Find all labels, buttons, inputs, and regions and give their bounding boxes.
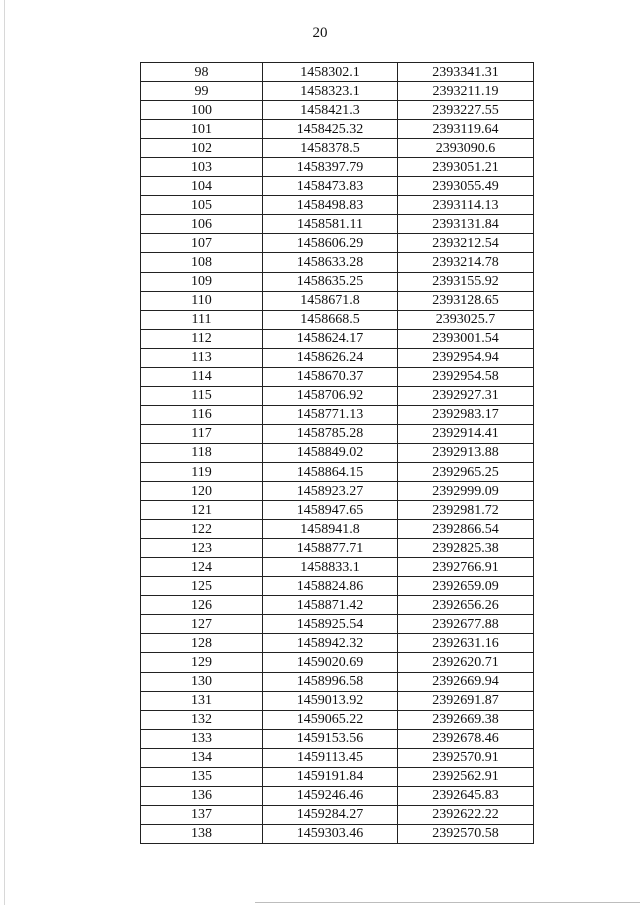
table-row [141, 501, 534, 520]
table-row [141, 291, 534, 310]
point-number-cell: 101 [141, 120, 263, 139]
y-coordinate-cell: 2393341.31 [398, 63, 534, 82]
x-coordinate-cell: 1458302.1 [263, 63, 398, 82]
table-row [141, 558, 534, 577]
y-coordinate-cell: 2393001.54 [398, 329, 534, 348]
x-coordinate-cell: 1458626.24 [263, 348, 398, 367]
table-row [141, 310, 534, 329]
table-row [141, 196, 534, 215]
page-number: 20 [312, 25, 328, 41]
point-number-cell: 134 [141, 748, 263, 767]
point-number-cell: 126 [141, 596, 263, 615]
x-coordinate-cell: 1458635.25 [263, 272, 398, 291]
x-coordinate-cell: 1458606.29 [263, 234, 398, 253]
y-coordinate-cell: 2393090.6 [398, 139, 534, 158]
x-coordinate-cell: 1458923.27 [263, 482, 398, 501]
x-coordinate-cell: 1458849.02 [263, 443, 398, 462]
table-row [141, 653, 534, 672]
table-row [141, 748, 534, 767]
y-coordinate-cell: 2393025.7 [398, 310, 534, 329]
x-coordinate-cell: 1458771.13 [263, 405, 398, 424]
x-coordinate-cell: 1458397.79 [263, 158, 398, 177]
x-coordinate-cell: 1458864.15 [263, 462, 398, 481]
y-coordinate-cell: 2392622.22 [398, 805, 534, 824]
y-coordinate-cell: 2393214.78 [398, 253, 534, 272]
y-coordinate-cell: 2392570.91 [398, 748, 534, 767]
y-coordinate-cell: 2392999.09 [398, 482, 534, 501]
table-row [141, 272, 534, 291]
table-row [141, 443, 534, 462]
table-row [141, 691, 534, 710]
x-coordinate-cell: 1458421.3 [263, 101, 398, 120]
x-coordinate-cell: 1458633.28 [263, 253, 398, 272]
y-coordinate-cell: 2393051.21 [398, 158, 534, 177]
table-row [141, 710, 534, 729]
table-row [141, 729, 534, 748]
x-coordinate-cell: 1458668.5 [263, 310, 398, 329]
x-coordinate-cell: 1458671.8 [263, 291, 398, 310]
y-coordinate-cell: 2392570.58 [398, 824, 534, 843]
x-coordinate-cell: 1458581.11 [263, 215, 398, 234]
x-coordinate-cell: 1459303.46 [263, 824, 398, 843]
point-number-cell: 118 [141, 443, 263, 462]
x-coordinate-cell: 1458941.8 [263, 520, 398, 539]
point-number-cell: 114 [141, 367, 263, 386]
y-coordinate-cell: 2393227.55 [398, 101, 534, 120]
table-row [141, 386, 534, 405]
point-number-cell: 132 [141, 710, 263, 729]
table-row [141, 405, 534, 424]
y-coordinate-cell: 2392631.16 [398, 634, 534, 653]
table-row [141, 101, 534, 120]
table-row [141, 177, 534, 196]
x-coordinate-cell: 1458378.5 [263, 139, 398, 158]
point-number-cell: 110 [141, 291, 263, 310]
table-row [141, 215, 534, 234]
x-coordinate-cell: 1458871.42 [263, 596, 398, 615]
x-coordinate-cell: 1458323.1 [263, 82, 398, 101]
table-row [141, 158, 534, 177]
y-coordinate-cell: 2392766.91 [398, 558, 534, 577]
x-coordinate-cell: 1458947.65 [263, 501, 398, 520]
y-coordinate-cell: 2393119.64 [398, 120, 534, 139]
table-row [141, 824, 534, 843]
table-row [141, 615, 534, 634]
table-row [141, 329, 534, 348]
y-coordinate-cell: 2393114.13 [398, 196, 534, 215]
point-number-cell: 99 [141, 82, 263, 101]
y-coordinate-cell: 2393131.84 [398, 215, 534, 234]
point-number-cell: 137 [141, 805, 263, 824]
point-number-cell: 127 [141, 615, 263, 634]
y-coordinate-cell: 2392678.46 [398, 729, 534, 748]
coordinates-table-body [141, 63, 534, 844]
y-coordinate-cell: 2393128.65 [398, 291, 534, 310]
point-number-cell: 138 [141, 824, 263, 843]
x-coordinate-cell: 1458877.71 [263, 539, 398, 558]
point-number-cell: 108 [141, 253, 263, 272]
table-row [141, 577, 534, 596]
y-coordinate-cell: 2393155.92 [398, 272, 534, 291]
y-coordinate-cell: 2392983.17 [398, 405, 534, 424]
point-number-cell: 116 [141, 405, 263, 424]
point-number-cell: 98 [141, 63, 263, 82]
x-coordinate-cell: 1459113.45 [263, 748, 398, 767]
point-number-cell: 124 [141, 558, 263, 577]
table-row [141, 539, 534, 558]
y-coordinate-cell: 2392669.38 [398, 710, 534, 729]
point-number-cell: 120 [141, 482, 263, 501]
table-row [141, 805, 534, 824]
table-row [141, 672, 534, 691]
table-row [141, 367, 534, 386]
table-row [141, 234, 534, 253]
point-number-cell: 123 [141, 539, 263, 558]
point-number-cell: 113 [141, 348, 263, 367]
x-coordinate-cell: 1458824.86 [263, 577, 398, 596]
y-coordinate-cell: 2392677.88 [398, 615, 534, 634]
y-coordinate-cell: 2392691.87 [398, 691, 534, 710]
y-coordinate-cell: 2393055.49 [398, 177, 534, 196]
point-number-cell: 112 [141, 329, 263, 348]
table-row [141, 634, 534, 653]
page-left-edge [4, 0, 5, 905]
x-coordinate-cell: 1458706.92 [263, 386, 398, 405]
coordinates-table [140, 62, 534, 844]
point-number-cell: 131 [141, 691, 263, 710]
table-row [141, 82, 534, 101]
y-coordinate-cell: 2392620.71 [398, 653, 534, 672]
y-coordinate-cell: 2393211.19 [398, 82, 534, 101]
table-row [141, 348, 534, 367]
y-coordinate-cell: 2392965.25 [398, 462, 534, 481]
x-coordinate-cell: 1458942.32 [263, 634, 398, 653]
x-coordinate-cell: 1459065.22 [263, 710, 398, 729]
y-coordinate-cell: 2392927.31 [398, 386, 534, 405]
table-row [141, 120, 534, 139]
table-row [141, 424, 534, 443]
point-number-cell: 106 [141, 215, 263, 234]
point-number-cell: 125 [141, 577, 263, 596]
x-coordinate-cell: 1458473.83 [263, 177, 398, 196]
point-number-cell: 100 [141, 101, 263, 120]
point-number-cell: 136 [141, 786, 263, 805]
x-coordinate-cell: 1459246.46 [263, 786, 398, 805]
point-number-cell: 121 [141, 501, 263, 520]
y-coordinate-cell: 2392669.94 [398, 672, 534, 691]
y-coordinate-cell: 2392981.72 [398, 501, 534, 520]
x-coordinate-cell: 1459284.27 [263, 805, 398, 824]
table-row [141, 786, 534, 805]
table-row [141, 253, 534, 272]
y-coordinate-cell: 2392656.26 [398, 596, 534, 615]
x-coordinate-cell: 1459013.92 [263, 691, 398, 710]
x-coordinate-cell: 1458425.32 [263, 120, 398, 139]
table-row [141, 520, 534, 539]
y-coordinate-cell: 2392659.09 [398, 577, 534, 596]
point-number-cell: 117 [141, 424, 263, 443]
point-number-cell: 119 [141, 462, 263, 481]
point-number-cell: 103 [141, 158, 263, 177]
bottom-rule [255, 902, 640, 903]
x-coordinate-cell: 1458785.28 [263, 424, 398, 443]
table-row [141, 482, 534, 501]
y-coordinate-cell: 2392825.38 [398, 539, 534, 558]
point-number-cell: 102 [141, 139, 263, 158]
point-number-cell: 129 [141, 653, 263, 672]
x-coordinate-cell: 1459191.84 [263, 767, 398, 786]
point-number-cell: 122 [141, 520, 263, 539]
y-coordinate-cell: 2392913.88 [398, 443, 534, 462]
x-coordinate-cell: 1459020.69 [263, 653, 398, 672]
point-number-cell: 115 [141, 386, 263, 405]
point-number-cell: 105 [141, 196, 263, 215]
point-number-cell: 109 [141, 272, 263, 291]
table-row [141, 63, 534, 82]
y-coordinate-cell: 2393212.54 [398, 234, 534, 253]
y-coordinate-cell: 2392866.54 [398, 520, 534, 539]
point-number-cell: 107 [141, 234, 263, 253]
point-number-cell: 128 [141, 634, 263, 653]
x-coordinate-cell: 1459153.56 [263, 729, 398, 748]
x-coordinate-cell: 1458925.54 [263, 615, 398, 634]
point-number-cell: 130 [141, 672, 263, 691]
table-row [141, 139, 534, 158]
point-number-cell: 111 [141, 310, 263, 329]
point-number-cell: 135 [141, 767, 263, 786]
y-coordinate-cell: 2392645.83 [398, 786, 534, 805]
y-coordinate-cell: 2392914.41 [398, 424, 534, 443]
x-coordinate-cell: 1458498.83 [263, 196, 398, 215]
table-row [141, 767, 534, 786]
x-coordinate-cell: 1458624.17 [263, 329, 398, 348]
point-number-cell: 104 [141, 177, 263, 196]
x-coordinate-cell: 1458670.37 [263, 367, 398, 386]
table-row [141, 462, 534, 481]
y-coordinate-cell: 2392954.94 [398, 348, 534, 367]
point-number-cell: 133 [141, 729, 263, 748]
table-row [141, 596, 534, 615]
x-coordinate-cell: 1458996.58 [263, 672, 398, 691]
x-coordinate-cell: 1458833.1 [263, 558, 398, 577]
y-coordinate-cell: 2392954.58 [398, 367, 534, 386]
y-coordinate-cell: 2392562.91 [398, 767, 534, 786]
